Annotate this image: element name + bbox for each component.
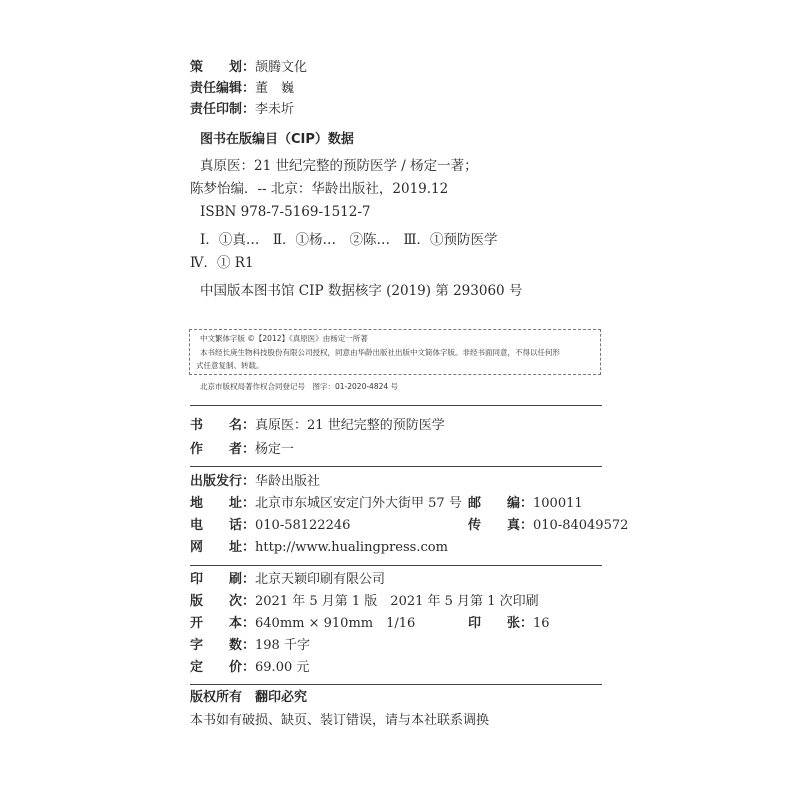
staff-printing-label: 责任印制：: [190, 102, 256, 117]
cip-subjects-1: Ⅰ．①真… Ⅱ．①杨… ②陈… Ⅲ．①预防医学: [200, 232, 498, 248]
price-value: 69.00 元: [255, 660, 310, 675]
postcode-label: 邮 编：: [468, 496, 534, 511]
sheets-label: 印 张：: [468, 616, 534, 631]
license-notice-line-2: 本书经长庚生物科技股份有限公司授权，同意由华龄出版社出版中文简体字版。非经书面同意，不得以任何形: [200, 348, 560, 357]
staff-planner: [190, 60, 307, 76]
staff-planner-value: 颉腾文化: [255, 60, 308, 75]
phone-row: [190, 518, 350, 534]
rights-title: 版权所有 翻印必究: [190, 690, 308, 705]
website-value: http://www.hualingpress.com: [255, 540, 448, 555]
divider: [190, 405, 602, 406]
edition-row: [190, 594, 539, 610]
book-author-row: [190, 442, 294, 458]
sheets-row: [468, 616, 550, 632]
website-row: [190, 540, 448, 556]
format-value: 640mm × 910mm 1/16: [255, 616, 416, 631]
staff-planner-label: 策 划：: [190, 60, 256, 75]
price-row: [190, 660, 309, 676]
cip-line-1: 真原医：21 世纪完整的预防医学 / 杨定一著；: [200, 158, 478, 174]
publisher-row: [190, 474, 320, 490]
publisher-label: 出版发行：: [190, 474, 256, 489]
staff-editor-label: 责任编辑：: [190, 81, 256, 96]
sheets-value: 16: [533, 616, 550, 631]
word-count-value: 198 千字: [255, 638, 310, 653]
address-label: 地 址：: [190, 496, 256, 511]
address-row: [190, 496, 462, 512]
license-notice-line-1: 中文繁体字版 ©【2012】《真原医》由杨定一所著: [200, 334, 368, 343]
fax-row: [468, 518, 628, 534]
staff-printing: [190, 102, 294, 118]
staff-editor: [190, 81, 294, 97]
printer-label: 印 刷：: [190, 572, 256, 587]
fax-value: 010-84049572: [533, 518, 629, 533]
book-title-value: 真原医：21 世纪完整的预防医学: [255, 418, 445, 433]
phone-value: 010-58122246: [255, 518, 351, 533]
edition-value: 2021 年 5 月第 1 版 2021 年 5 月第 1 次印刷: [255, 594, 539, 609]
divider: [190, 565, 602, 566]
cip-isbn: ISBN 978-7-5169-1512-7: [200, 204, 371, 220]
divider: [190, 466, 602, 467]
cip-record: 中国版本图书馆 CIP 数据核字 (2019) 第 293060 号: [200, 283, 523, 299]
book-author-label: 作 者：: [190, 442, 256, 457]
staff-editor-value: 董 巍: [255, 81, 295, 96]
format-row: [190, 616, 415, 632]
book-author-value: 杨定一: [255, 442, 295, 457]
word-count-row: [190, 638, 310, 654]
website-label: 网 址：: [190, 540, 256, 555]
book-title-row: [190, 418, 445, 434]
address-value: 北京市东城区安定门外大街甲 57 号: [255, 496, 462, 511]
format-label: 开 本：: [190, 616, 256, 631]
staff-printing-value: 李未圻: [255, 102, 295, 117]
divider: [190, 684, 602, 685]
rights-text: 本书如有破损、缺页、装订错误，请与本社联系调换: [190, 713, 490, 728]
license-notice-line-3: 式任意复制、转载。: [196, 361, 264, 370]
fax-label: 传 真：: [468, 518, 534, 533]
phone-label: 电 话：: [190, 518, 256, 533]
publisher-value: 华龄出版社: [255, 474, 321, 489]
postcode-value: 100011: [533, 496, 583, 511]
cip-line-2: 陈梦怡编．-- 北京：华龄出版社，2019.12: [190, 181, 449, 197]
cip-title: 图书在版编目（CIP）数据: [200, 132, 354, 147]
price-label: 定 价：: [190, 660, 256, 675]
postcode-row: [468, 496, 583, 512]
edition-label: 版 次：: [190, 594, 256, 609]
book-title-label: 书 名：: [190, 418, 256, 433]
printer-row: [190, 572, 385, 588]
cip-subjects-2: Ⅳ．① R1: [190, 255, 254, 271]
printer-value: 北京天颖印刷有限公司: [255, 572, 386, 587]
contract-registration: 北京市版权局著作权合同登记号 图字：01-2020-4824 号: [200, 382, 399, 391]
word-count-label: 字 数：: [190, 638, 256, 653]
